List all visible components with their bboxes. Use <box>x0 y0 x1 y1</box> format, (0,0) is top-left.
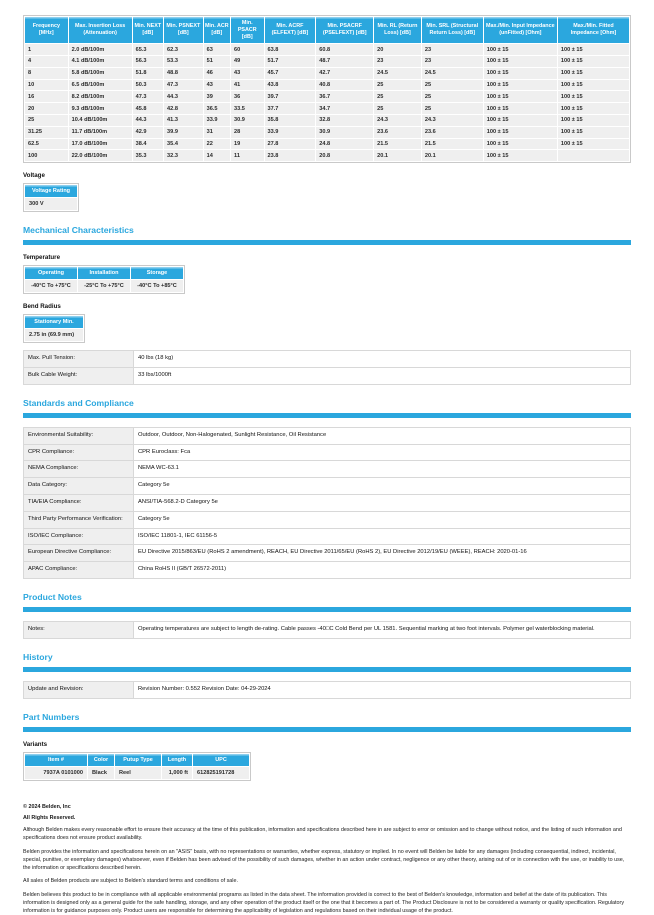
perf-cell: 51.8 <box>133 68 163 79</box>
perf-cell: 10.4 dB/100m <box>69 115 132 126</box>
notes-row-value: Operating temperatures are subject to length de-rating. Cable passes -40□C Cold Bend per UL 1581. Sequential marking at two foot intervals. Polymer gel waterblocking material. <box>134 622 631 639</box>
perf-cell: 47.3 <box>133 91 163 102</box>
perf-column-header: Min. ACRF (ELFEXT) [dB] <box>265 17 316 43</box>
section-title-standards: Standards and Compliance <box>23 397 134 408</box>
perf-cell: 23 <box>422 44 483 55</box>
perf-cell: 37.7 <box>265 103 316 114</box>
variants-cell: 7937A 0101000 <box>25 767 87 779</box>
perf-cell: 11.7 dB/100m <box>69 127 132 138</box>
perf-cell: 33.9 <box>265 127 316 138</box>
bend-radius-label: Bend Radius <box>23 303 61 311</box>
perf-cell: 6.5 dB/100m <box>69 80 132 91</box>
voltage-rating-header: Voltage Rating <box>25 185 77 197</box>
perf-column-header: Max./Min. Fitted Impedance [Ohm] <box>558 17 629 43</box>
perf-cell: 100 ± 15 <box>558 139 629 150</box>
perf-cell: 100 ± 15 <box>484 103 557 114</box>
perf-cell: 4 <box>25 56 68 67</box>
legal-paragraph: Although Belden makes every reasonable effort to ensure their accuracy at the time of this publication, information and specifications described here in are subject to error or omission and to change without notice, and the listing of such information and specifications does not ensure product availability. <box>23 826 622 841</box>
perf-cell: 33.9 <box>204 115 230 126</box>
perf-cell: 24.3 <box>374 115 421 126</box>
standards-row-label: Data Category: <box>24 478 134 495</box>
perf-cell: 100 ± 15 <box>484 91 557 102</box>
perf-cell: 45.8 <box>133 103 163 114</box>
perf-cell: 44.3 <box>133 115 163 126</box>
perf-cell: 25 <box>374 91 421 102</box>
perf-cell: 45.7 <box>265 68 316 79</box>
perf-cell <box>558 150 629 161</box>
perf-cell: 100 ± 15 <box>558 91 629 102</box>
perf-cell: 49 <box>231 56 263 67</box>
standards-row-value: ISO/IEC 11801-1, IEC 61156-5 <box>134 528 631 545</box>
perf-cell: 100 ± 15 <box>558 80 629 91</box>
perf-cell: 32.3 <box>164 150 203 161</box>
section-divider-bar <box>23 727 631 732</box>
standards-row-value: Category 5e <box>134 511 631 528</box>
standards-row-value: Outdoor, Outdoor, Non-Halogenated, Sunlight Resistance, Oil Resistance <box>134 427 631 444</box>
perf-cell: 10 <box>25 80 68 91</box>
variants-column-header: Putup Type <box>115 754 161 766</box>
perf-cell: 20 <box>374 44 421 55</box>
section-title-history: History <box>23 651 53 662</box>
perf-column-header: Max./Min. Input Impedance (unFitted) [Ohm] <box>484 17 557 43</box>
perf-cell: 17.0 dB/100m <box>69 139 132 150</box>
table-row <box>24 562 631 579</box>
standards-row-label: Third Party Performance Verification: <box>24 511 134 528</box>
perf-cell: 22.0 dB/100m <box>69 150 132 161</box>
copyright-line: © 2024 Belden, Inc <box>23 803 71 810</box>
perf-cell: 100 <box>25 150 68 161</box>
standards-row-value: EU Directive 2015/863/EU (RoHS 2 amendment), REACH, EU Directive 2011/65/EU (RoHS 2), EU Directive 2012/19/EU (WEEE), REACH: 2020-01-16 <box>134 545 631 562</box>
table-row <box>24 461 631 478</box>
mechanical-row-value: 40 lbs (18 kg) <box>134 351 631 368</box>
perf-cell: 20.1 <box>422 150 483 161</box>
standards-row-label: APAC Compliance: <box>24 562 134 579</box>
perf-column-header: Min. ACR [dB] <box>204 17 230 43</box>
variants-column-header: Item # <box>25 754 87 766</box>
product-notes-table <box>23 621 631 639</box>
table-row <box>25 767 249 779</box>
perf-cell: 56.3 <box>133 56 163 67</box>
perf-cell: 62.3 <box>164 44 203 55</box>
perf-cell: 25 <box>422 91 483 102</box>
perf-cell: 20.1 <box>374 150 421 161</box>
variants-cell: 612825191728 <box>193 767 249 779</box>
section-divider-bar <box>23 607 631 612</box>
temperature-value-cell: -40°C To +75°C <box>25 280 77 292</box>
perf-cell: 39 <box>204 91 230 102</box>
perf-cell: 24.8 <box>316 139 373 150</box>
legal-footer <box>23 803 631 915</box>
perf-cell: 24.5 <box>374 68 421 79</box>
perf-cell: 31 <box>204 127 230 138</box>
perf-cell: 14 <box>204 150 230 161</box>
table-row <box>24 681 631 698</box>
standards-row-label: ISO/IEC Compliance: <box>24 528 134 545</box>
perf-cell: 24.3 <box>422 115 483 126</box>
perf-cell: 21.5 <box>374 139 421 150</box>
standards-row-value: NEMA WC-63.1 <box>134 461 631 478</box>
perf-cell: 23 <box>422 56 483 67</box>
section-divider-bar <box>23 413 631 418</box>
perf-cell: 44.3 <box>164 91 203 102</box>
mechanical-properties-table <box>23 350 631 385</box>
perf-cell: 19 <box>231 139 263 150</box>
perf-cell: 100 ± 15 <box>558 115 629 126</box>
rights-line: All Rights Reserved. <box>23 815 76 822</box>
perf-cell: 42.8 <box>164 103 203 114</box>
perf-column-header: Frequency [MHz] <box>25 17 68 43</box>
perf-cell: 42.9 <box>133 127 163 138</box>
perf-cell: 63.8 <box>265 44 316 55</box>
perf-cell: 100 ± 15 <box>484 127 557 138</box>
mechanical-row-label: Max. Pull Tension: <box>24 351 134 368</box>
standards-table <box>23 427 631 579</box>
perf-cell: 2.0 dB/100m <box>69 44 132 55</box>
legal-paragraph: Belden believes this product to be in compliance with all applicable environmental programs as listed in the data sheet. The information provided is correct to the best of Belden's knowledge, information and belief at the date of its publication. This information is designed only as a general guide for the safe handling, storage, and any other operation of the product itself or the one that it becomes a part of. The Product Disclosure is not to be considered a warranty or quality specification. Regulatory information is for guidance purposes only. Product users are responsible for determining the applicability of legislation and regulations based on their individual usage of the product. <box>23 892 625 915</box>
variants-column-header: Length <box>162 754 192 766</box>
perf-cell: 63 <box>204 44 230 55</box>
performance-table <box>23 15 631 163</box>
legal-paragraphs <box>23 826 631 915</box>
standards-row-value: Category 5e <box>134 478 631 495</box>
standards-row-label: TIA/EIA Compliance: <box>24 494 134 511</box>
temperature-value-row <box>25 280 183 292</box>
notes-row-label: Notes: <box>24 622 134 639</box>
perf-cell: 1 <box>25 44 68 55</box>
perf-cell: 100 ± 15 <box>558 103 629 114</box>
perf-cell: 100 ± 15 <box>484 68 557 79</box>
voltage-table <box>23 183 79 212</box>
bend-radius-table <box>23 314 85 343</box>
perf-cell: 38.4 <box>133 139 163 150</box>
perf-cell: 43 <box>231 68 263 79</box>
perf-cell: 23 <box>374 56 421 67</box>
perf-cell: 47.3 <box>164 80 203 91</box>
variants-column-header: Color <box>88 754 114 766</box>
perf-cell: 43.8 <box>265 80 316 91</box>
section-divider-bar <box>23 667 631 672</box>
perf-cell: 53.3 <box>164 56 203 67</box>
perf-cell: 48.7 <box>316 56 373 67</box>
section-divider-bar <box>23 240 631 245</box>
perf-cell: 100 ± 15 <box>484 44 557 55</box>
perf-column-header: Max. Insertion Loss (Attenuation) <box>69 17 132 43</box>
standards-row-label: CPR Compliance: <box>24 444 134 461</box>
voltage-label: Voltage <box>23 172 45 180</box>
perf-cell: 35.4 <box>164 139 203 150</box>
mechanical-row-value: 33 lbs/1000ft <box>134 367 631 384</box>
variants-column-header: UPC <box>193 754 249 766</box>
perf-cell: 32.8 <box>316 115 373 126</box>
perf-cell: 16 <box>25 91 68 102</box>
variants-table <box>23 752 251 781</box>
perf-cell: 41.3 <box>164 115 203 126</box>
perf-cell: 40.8 <box>316 80 373 91</box>
perf-cell: 100 ± 15 <box>484 150 557 161</box>
variants-cell: 1,000 ft <box>162 767 192 779</box>
standards-row-value: China RoHS II (GB/T 26572-2011) <box>134 562 631 579</box>
stationary-min-header: Stationary Min. <box>25 316 83 328</box>
table-row <box>25 115 629 126</box>
table-row <box>25 127 629 138</box>
perf-cell: 23.6 <box>422 127 483 138</box>
perf-cell: 65.3 <box>133 44 163 55</box>
perf-cell: 30.9 <box>316 127 373 138</box>
perf-cell: 100 ± 15 <box>558 44 629 55</box>
perf-cell: 25 <box>374 103 421 114</box>
perf-column-header: Min. PSNEXT [dB] <box>164 17 203 43</box>
perf-cell: 24.5 <box>422 68 483 79</box>
perf-cell: 36.5 <box>204 103 230 114</box>
standards-row-label: Environmental Suitability: <box>24 427 134 444</box>
perf-cell: 25 <box>374 80 421 91</box>
section-title-part-numbers: Part Numbers <box>23 711 80 722</box>
history-table <box>23 681 631 699</box>
table-row <box>25 150 629 161</box>
perf-cell: 48.8 <box>164 68 203 79</box>
standards-row-label: European Directive Compliance: <box>24 545 134 562</box>
perf-cell: 46 <box>204 68 230 79</box>
temperature-label: Temperature <box>23 254 61 262</box>
perf-column-header: Min. PSACRF (PSELFEXT) [dB] <box>316 17 373 43</box>
performance-table-body <box>25 44 629 161</box>
temperature-value-cell: -25°C To +75°C <box>78 280 130 292</box>
perf-cell: 25 <box>422 80 483 91</box>
perf-cell: 9.3 dB/100m <box>69 103 132 114</box>
temperature-value-cell: -40°C To +85°C <box>131 280 183 292</box>
perf-cell: 20 <box>25 103 68 114</box>
temperature-table <box>23 265 185 294</box>
perf-cell: 33.5 <box>231 103 263 114</box>
table-row <box>25 91 629 102</box>
perf-cell: 11 <box>231 150 263 161</box>
perf-cell: 100 ± 15 <box>484 139 557 150</box>
perf-cell: 60 <box>231 44 263 55</box>
perf-cell: 51.7 <box>265 56 316 67</box>
perf-cell: 62.5 <box>25 139 68 150</box>
perf-cell: 30.9 <box>231 115 263 126</box>
variants-body <box>25 767 249 779</box>
temperature-header-row <box>25 267 183 279</box>
perf-column-header: Min. NEXT [dB] <box>133 17 163 43</box>
history-row-label: Update and Revision: <box>24 681 134 698</box>
perf-cell: 100 ± 15 <box>484 56 557 67</box>
table-row <box>24 444 631 461</box>
table-row <box>25 103 629 114</box>
stationary-min-value: 2.75 in (69.9 mm) <box>25 329 83 341</box>
table-row <box>24 351 631 368</box>
history-row-value: Revision Number: 0.552 Revision Date: 04-29-2024 <box>134 681 631 698</box>
perf-cell: 35.3 <box>133 150 163 161</box>
table-row <box>25 80 629 91</box>
perf-cell: 50.3 <box>133 80 163 91</box>
legal-paragraph: All sales of Belden products are subject to Belden's standard terms and conditions of sale. <box>23 878 238 885</box>
standards-row-value: ANSI/TIA-568.2-D Category 5e <box>134 494 631 511</box>
table-row <box>24 367 631 384</box>
perf-cell: 34.7 <box>316 103 373 114</box>
perf-cell: 100 ± 15 <box>484 115 557 126</box>
perf-cell: 27.8 <box>265 139 316 150</box>
perf-cell: 39.7 <box>265 91 316 102</box>
table-row <box>25 56 629 67</box>
perf-cell: 39.9 <box>164 127 203 138</box>
perf-cell: 51 <box>204 56 230 67</box>
table-row <box>24 511 631 528</box>
perf-column-header: Min. SRL (Structural Return Loss) [dB] <box>422 17 483 43</box>
perf-column-header: Min. RL (Return Loss) [dB] <box>374 17 421 43</box>
perf-cell: 20.8 <box>316 150 373 161</box>
table-row <box>25 139 629 150</box>
table-row <box>25 44 629 55</box>
perf-column-header: Min. PSACR [dB] <box>231 17 263 43</box>
temperature-column-header: Storage <box>131 267 183 279</box>
section-title-product-notes: Product Notes <box>23 592 82 602</box>
perf-cell: 28 <box>231 127 263 138</box>
perf-cell: 100 ± 15 <box>558 68 629 79</box>
perf-cell: 31.25 <box>25 127 68 138</box>
perf-cell: 8.2 dB/100m <box>69 91 132 102</box>
table-row <box>25 68 629 79</box>
perf-cell: 60.8 <box>316 44 373 55</box>
temperature-column-header: Installation <box>78 267 130 279</box>
variants-cell: Black <box>88 767 114 779</box>
perf-cell: 4.1 dB/100m <box>69 56 132 67</box>
table-row <box>24 494 631 511</box>
table-row <box>24 427 631 444</box>
perf-cell: 100 ± 15 <box>484 80 557 91</box>
table-row <box>24 528 631 545</box>
temperature-column-header: Operating <box>25 267 77 279</box>
standards-row-label: NEMA Compliance: <box>24 461 134 478</box>
perf-cell: 23.6 <box>374 127 421 138</box>
perf-cell: 23.8 <box>265 150 316 161</box>
perf-cell: 22 <box>204 139 230 150</box>
perf-cell: 25 <box>25 115 68 126</box>
perf-cell: 35.8 <box>265 115 316 126</box>
perf-cell: 42.7 <box>316 68 373 79</box>
perf-cell: 21.5 <box>422 139 483 150</box>
variants-label: Variants <box>23 740 48 748</box>
variants-header-row <box>25 754 249 766</box>
perf-cell: 25 <box>422 103 483 114</box>
perf-cell: 43 <box>204 80 230 91</box>
mechanical-row-label: Bulk Cable Weight: <box>24 367 134 384</box>
standards-row-value: CPR Euroclass: Fca <box>134 444 631 461</box>
voltage-rating-value: 300 V <box>25 198 77 210</box>
perf-cell: 8 <box>25 68 68 79</box>
table-row <box>24 545 631 562</box>
variants-cell: Reel <box>115 767 161 779</box>
section-title-mechanical: Mechanical Characteristics <box>23 225 134 236</box>
performance-table-header-row <box>25 17 629 43</box>
perf-cell: 36 <box>231 91 263 102</box>
perf-cell: 100 ± 15 <box>558 56 629 67</box>
perf-cell: 36.7 <box>316 91 373 102</box>
perf-cell: 5.8 dB/100m <box>69 68 132 79</box>
perf-cell: 41 <box>231 80 263 91</box>
legal-paragraph: Belden provides the information and specifications herein on an "ASIS" basis, with no representations or warranties, whether express, statutory or implied. In no event will Belden be liable for any damages (including consequential, indirect, incidental, special, punitive, or exemplary damages) whatsoever, even if Belden has been advised of the possibility of such damages, whether in an action under contract, negligence or any other theory, arising out of or in connection with the use, or inability to use, the information or specifications described herein. <box>23 848 625 871</box>
table-row <box>24 622 631 639</box>
perf-cell: 100 ± 15 <box>558 127 629 138</box>
table-row <box>24 478 631 495</box>
